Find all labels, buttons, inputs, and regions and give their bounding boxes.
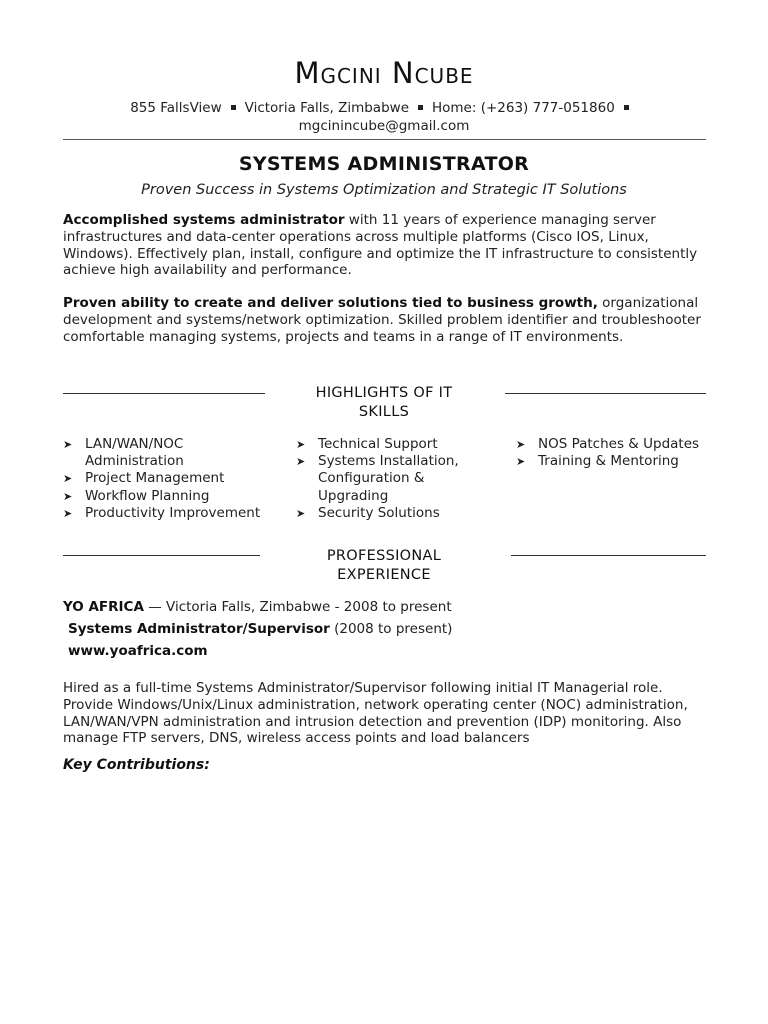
list-item <box>516 436 716 453</box>
skills-column-1 <box>63 436 278 522</box>
arrow-bullet-icon: ➤ <box>63 506 73 520</box>
list-item <box>63 470 278 487</box>
company-details: — Victoria Falls, Zimbabwe - 2008 to present <box>143 599 452 615</box>
list-item <box>296 453 486 505</box>
experience-heading-text: PROFESSIONAL EXPERIENCE <box>326 548 442 583</box>
contact-info <box>100 99 668 135</box>
company-line <box>63 598 452 616</box>
skills-column-2 <box>296 436 486 522</box>
skill-label: Technical Support <box>318 436 438 452</box>
experience-heading <box>0 547 768 585</box>
skill-label: Training & Mentoring <box>538 453 679 470</box>
skill-label: Systems Installation, Configuration & Upgrading <box>318 453 459 504</box>
role-dates: (2008 to present) <box>329 621 453 637</box>
bullet-separator <box>231 105 236 110</box>
arrow-bullet-icon: ➤ <box>296 506 306 520</box>
list-item <box>63 505 278 522</box>
arrow-bullet-icon: ➤ <box>516 455 526 469</box>
skill-label: Project Management <box>85 470 225 487</box>
summary-1-lead: Accomplished systems administrator <box>63 212 345 228</box>
arrow-bullet-icon: ➤ <box>63 472 73 486</box>
summary-2-text: organizational development and systems/network optimization. Skilled problem identifier and troubleshooter comfortable managing systems, projects and teams in a range of IT environments. <box>63 295 701 345</box>
role-line <box>68 620 452 638</box>
skill-label: Workflow Planning <box>85 487 210 504</box>
arrow-bullet-icon: ➤ <box>516 438 526 451</box>
key-contributions-heading: Key Contributions: <box>63 757 210 773</box>
header-divider <box>63 139 706 140</box>
phone: Home: (+263) 777-051860 <box>432 100 615 116</box>
arrow-bullet-icon: ➤ <box>63 489 73 503</box>
list-item <box>516 453 716 470</box>
arrow-bullet-icon: ➤ <box>296 455 306 469</box>
skill-label: Security Solutions <box>318 504 440 521</box>
city: Victoria Falls, Zimbabwe <box>244 100 409 116</box>
summary-2-lead: Proven ability to create and deliver solutions tied to business growth, <box>63 295 598 311</box>
bullet-separator <box>624 105 629 110</box>
list-item <box>63 488 278 505</box>
arrow-bullet-icon: ➤ <box>63 438 73 451</box>
list-item <box>296 436 486 453</box>
list-item <box>63 436 278 470</box>
email[interactable]: mgcinincube@gmail.com <box>298 118 470 134</box>
candidate-name: Mgcini Ncube <box>294 56 474 90</box>
summary-paragraph-2 <box>63 295 708 345</box>
skills-heading <box>0 384 768 422</box>
skills-heading-text: HIGHLIGHTS OF IT SKILLS <box>315 385 453 420</box>
experience-description: Hired as a full-time Systems Administrator/Supervisor following initial IT Managerial role. Provide Windows/Unix/Linux administration, network operating center (NOC) administration, LAN/WAN/VPN administration and intrusion detection and prevention (IDP) monitoring. Also manage FTP servers, DNS, wireless access points and load balancers <box>63 680 688 747</box>
job-title: SYSTEMS ADMINISTRATOR <box>238 153 530 175</box>
arrow-bullet-icon: ➤ <box>296 438 306 451</box>
skill-label: Productivity Improvement <box>85 504 261 521</box>
address: 855 FallsView <box>130 100 222 116</box>
summary-1-text: with 11 years of experience managing server infrastructures and data-center operations across multiple platforms (Cisco IOS, Linux, Windows). Effectively plan, install, configure and optimize the IT infrastructure to consistently achieve high availability and performance. <box>63 212 698 279</box>
skill-label: LAN/WAN/NOC Administration <box>85 436 184 470</box>
role-title: Systems Administrator/Supervisor <box>68 621 330 637</box>
company-name: YO AFRICA <box>63 599 144 615</box>
bullet-separator <box>418 105 423 110</box>
skills-column-3 <box>516 436 716 470</box>
summary-paragraph-1 <box>63 212 708 279</box>
list-item <box>296 505 486 522</box>
company-website[interactable]: www.yoafrica.com <box>68 643 208 659</box>
job-subtitle: Proven Success in Systems Optimization and Strategic IT Solutions <box>141 182 627 198</box>
skill-label: NOS Patches & Updates <box>538 436 700 452</box>
